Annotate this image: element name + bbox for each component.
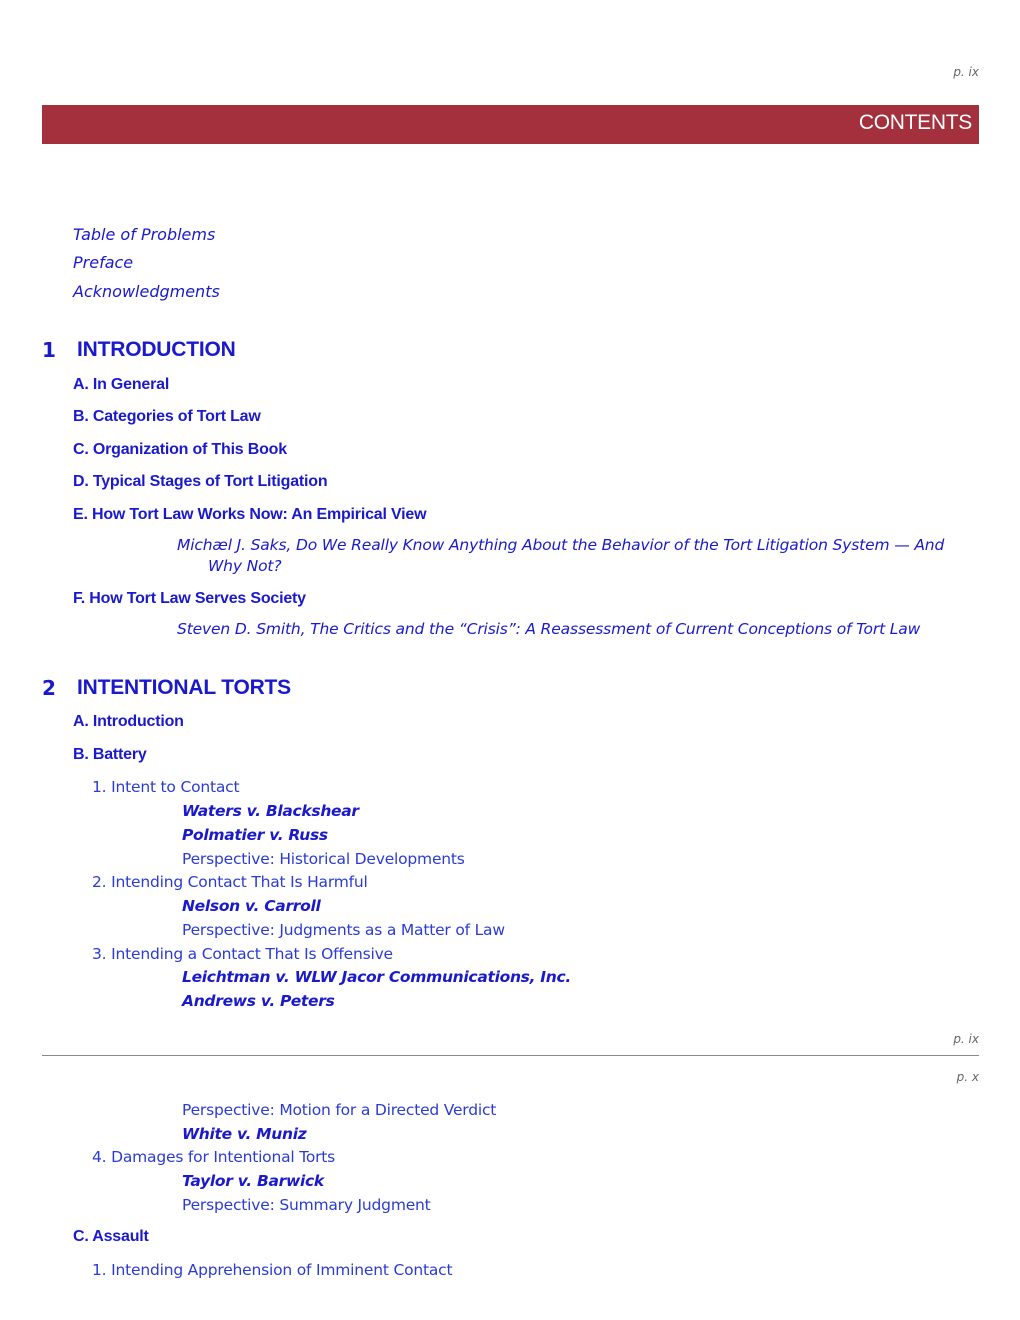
perspective-link[interactable]: Perspective: Judgments as a Matter of Law xyxy=(182,921,505,939)
article-link-saks-continued[interactable]: Why Not? xyxy=(208,557,282,575)
section-link[interactable]: F. How Tort Law Serves Society xyxy=(73,590,306,607)
perspective-link[interactable]: Perspective: Motion for a Directed Verdict xyxy=(182,1101,497,1119)
perspective-link[interactable]: Perspective: Historical Developments xyxy=(182,850,465,868)
section-link[interactable]: B. Battery xyxy=(73,746,147,763)
subsection-link[interactable]: 2. Intending Contact That Is Harmful xyxy=(92,873,368,891)
section-link[interactable]: A. In General xyxy=(73,376,170,393)
case-link[interactable]: Polmatier v. Russ xyxy=(182,826,328,844)
front-matter-link-preface[interactable]: Preface xyxy=(73,253,134,272)
article-link-saks[interactable]: Michæl J. Saks, Do We Really Know Anything About the Behavior of the Tort Litigation System — And xyxy=(177,536,945,554)
section-link[interactable]: C. Assault xyxy=(73,1228,149,1245)
section-link[interactable]: B. Categories of Tort Law xyxy=(73,408,261,425)
subsection-link[interactable]: 3. Intending a Contact That Is Offensive xyxy=(92,945,393,963)
article-link-smith[interactable]: Steven D. Smith, The Critics and the “Crisis”: A Reassessment of Current Conceptions of Tort Law xyxy=(177,620,921,638)
case-link[interactable]: Taylor v. Barwick xyxy=(182,1172,324,1190)
section-link[interactable]: E. How Tort Law Works Now: An Empirical View xyxy=(73,506,427,523)
contents-banner xyxy=(42,105,979,144)
page-start-marker: p. x xyxy=(956,1070,979,1084)
subsection-link[interactable]: 1. Intending Apprehension of Imminent Contact xyxy=(92,1261,453,1279)
perspective-link[interactable]: Perspective: Summary Judgment xyxy=(182,1196,431,1214)
section-link[interactable]: C. Organization of This Book xyxy=(73,441,287,458)
chapter-number: 1 xyxy=(42,338,56,362)
subsection-link[interactable]: 4. Damages for Intentional Torts xyxy=(92,1148,336,1166)
chapter-number: 2 xyxy=(42,676,56,700)
subsection-link[interactable]: 1. Intent to Contact xyxy=(92,778,240,796)
case-link[interactable]: Leichtman v. WLW Jacor Communications, Inc. xyxy=(182,968,571,986)
case-link[interactable]: White v. Muniz xyxy=(182,1125,307,1143)
case-link[interactable]: Waters v. Blackshear xyxy=(182,802,359,820)
page-divider xyxy=(42,1055,979,1056)
case-link[interactable]: Nelson v. Carroll xyxy=(182,897,321,915)
front-matter-link-table-of-problems[interactable]: Table of Problems xyxy=(73,225,216,244)
chapter-title-introduction[interactable]: INTRODUCTION xyxy=(77,338,236,361)
front-matter-link-acknowledgments[interactable]: Acknowledgments xyxy=(73,282,220,301)
page-number-marker: p. ix xyxy=(953,65,979,79)
section-link[interactable]: D. Typical Stages of Tort Litigation xyxy=(73,473,328,490)
section-link[interactable]: A. Introduction xyxy=(73,713,184,730)
case-link[interactable]: Andrews v. Peters xyxy=(182,992,335,1010)
chapter-title-intentional-torts[interactable]: INTENTIONAL TORTS xyxy=(77,676,291,699)
page-title: CONTENTS xyxy=(858,111,972,134)
page-end-marker: p. ix xyxy=(953,1032,979,1046)
